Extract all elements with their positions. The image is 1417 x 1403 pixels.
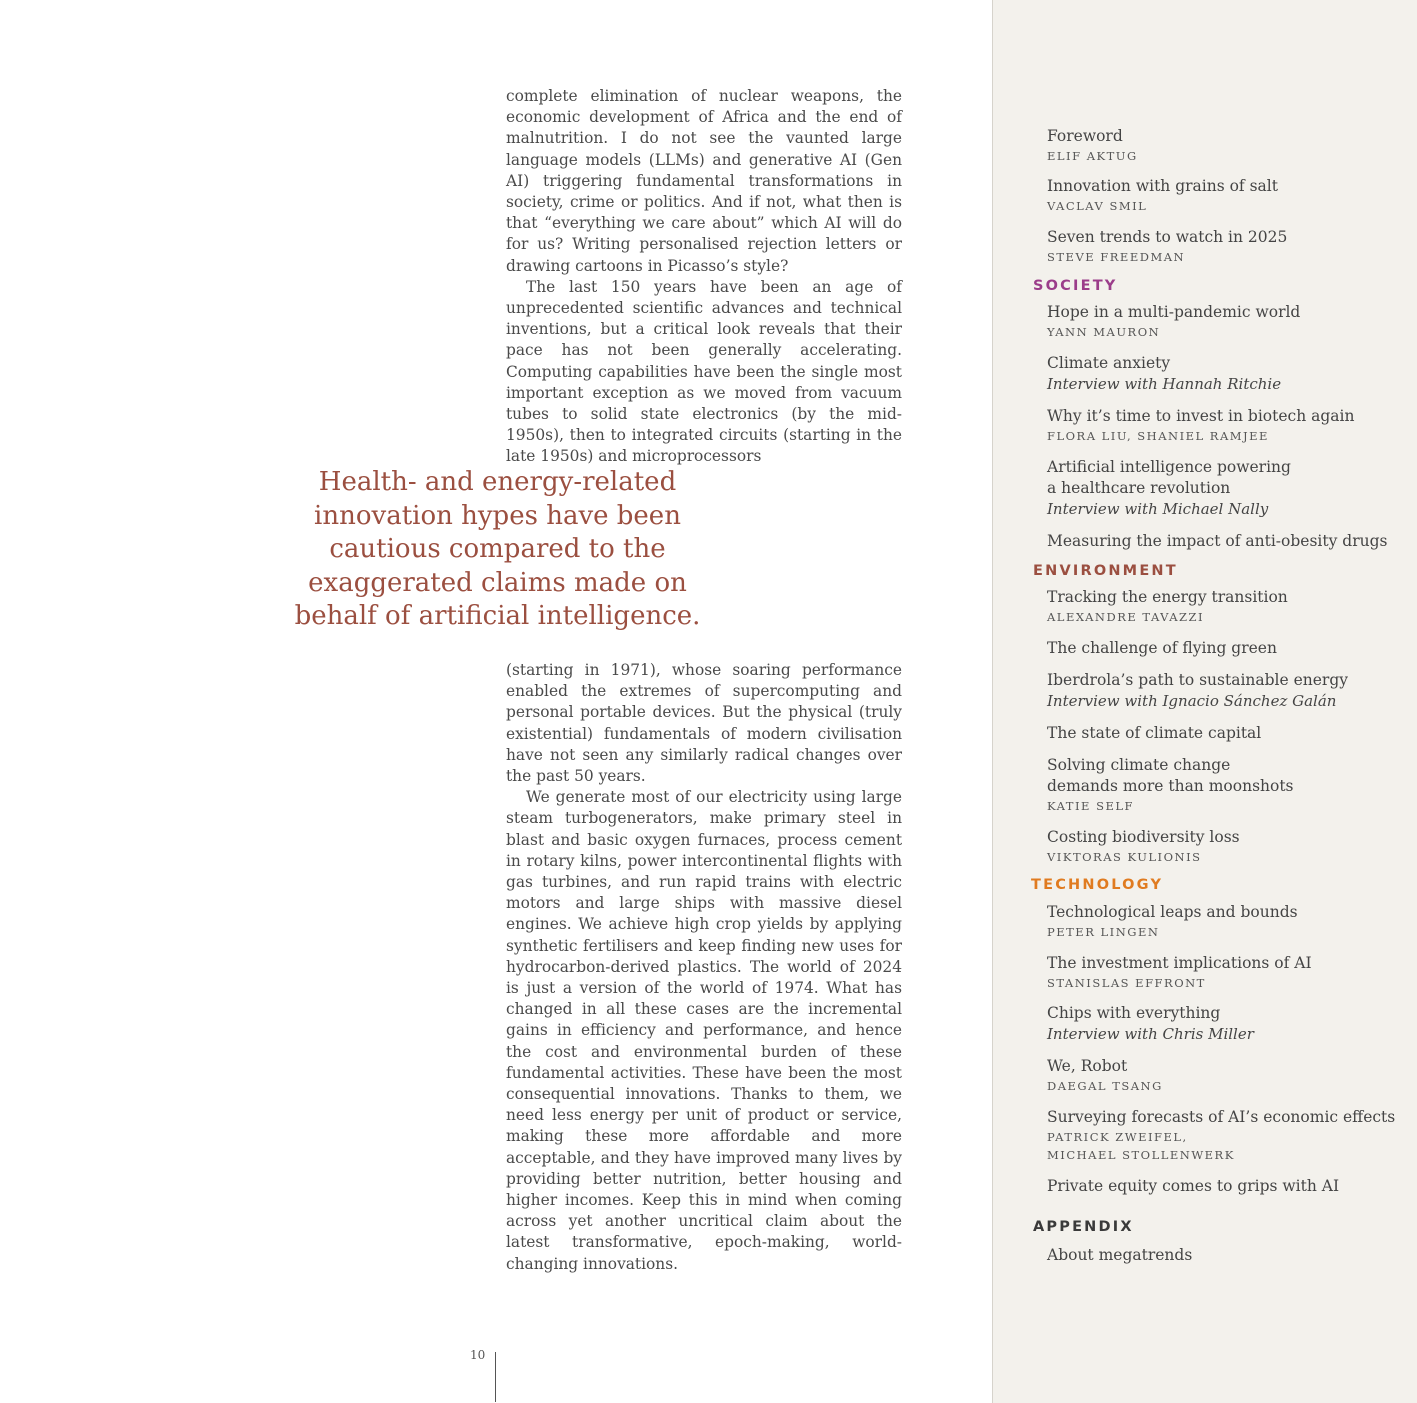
toc-entry-title-line2: demands more than moonshots: [1047, 777, 1294, 795]
toc-entry[interactable]: [1047, 302, 1407, 341]
toc-entry-title: Climate anxiety: [1047, 354, 1171, 372]
toc-entry-title: Artificial intelligence powering: [1047, 458, 1291, 476]
paragraph: (starting in 1971), whose soaring performance enabled the extremes of supercomputing and personal portable devices. But the physical (truly existential) fundamentals of modern civilisation have not seen any similarly radical changes over the past 50 years.: [506, 661, 902, 786]
toc-entry-title: The investment implications of AI: [1047, 954, 1312, 972]
toc-entry-interview: Interview with Hannah Ritchie: [1047, 375, 1282, 393]
toc-entry-title: About megatrends: [1047, 1246, 1193, 1264]
toc-entry-author-line2: MICHAEL STOLLENWERK: [1047, 1148, 1235, 1162]
toc-entry-title: Private equity comes to grips with AI: [1047, 1177, 1340, 1195]
page-number-rule: [495, 1352, 496, 1402]
toc-entry[interactable]: [1047, 670, 1407, 712]
toc-entry[interactable]: [1047, 638, 1407, 659]
toc-entry[interactable]: [1047, 227, 1407, 266]
toc-section-appendix: APPENDIX: [1033, 1219, 1134, 1235]
toc-entry-author: VACLAV SMIL: [1047, 199, 1148, 213]
toc-entry-title: We, Robot: [1047, 1057, 1128, 1075]
toc-entry-author: FLORA LIU, SHANIEL RAMJEE: [1047, 429, 1269, 443]
page-number: 10: [470, 1348, 486, 1362]
toc-entry-author: STANISLAS EFFRONT: [1047, 976, 1206, 990]
toc-entry-title: Surveying forecasts of AI’s economic effects: [1047, 1108, 1396, 1126]
toc-entry-title: Technological leaps and bounds: [1047, 903, 1298, 921]
toc-entry[interactable]: [1047, 531, 1407, 552]
paragraph: We generate most of our electricity using large steam turbogenerators, make primary steel in blast and basic oxygen furnaces, process cement in rotary kilns, power intercontinental flights with gas turbines, and run rapid trains with electric motors and large ships with massive diesel engines. We achieve high crop yields by applying synthetic fertilisers and keep finding new uses for hydrocarbon-derived plastics. The world of 2024 is just a version of the world of 1974. What has changed in all these cases are the incremental gains in efficiency and performance, and hence the cost and environmental burden of these fundamental activities. These have been the most consequential innovations. Thanks to them, we need less energy per unit of product or service, making these more affordable and more acceptable, and they have improved many lives by providing better nutrition, better housing and higher incomes. Keep this in mind when coming across yet another uncritical claim about the latest transformative, epoch-making, world-changing innovations.: [506, 788, 902, 1273]
toc-entry[interactable]: [1047, 587, 1407, 626]
toc-entry-title: Seven trends to watch in 2025: [1047, 228, 1288, 246]
toc-entry-interview: Interview with Michael Nally: [1047, 500, 1269, 518]
toc-entry-interview: Interview with Chris Miller: [1047, 1025, 1254, 1043]
paragraph: complete elimination of nuclear weapons, the economic development of Africa and the end of malnutrition. I do not see the vaunted large language models (LLMs) and generative AI (Gen AI) triggering fundamental transformations in society, crime or politics. And if not, what then is that “everything we care about” which AI will do for us? Writing personalised rejection letters or drawing cartoons in Picasso’s style?: [506, 87, 902, 275]
toc-entry-author: PATRICK ZWEIFEL,: [1047, 1130, 1188, 1144]
table-of-contents: [992, 0, 1417, 1403]
toc-entry[interactable]: [1047, 902, 1407, 941]
toc-entry-title: Solving climate change: [1047, 756, 1231, 774]
toc-entry-author: PETER LINGEN: [1047, 925, 1160, 939]
toc-entry[interactable]: [1047, 1176, 1407, 1197]
toc-entry-author: ALEXANDRE TAVAZZI: [1047, 610, 1205, 624]
toc-entry-title: Innovation with grains of salt: [1047, 177, 1278, 195]
toc-entry[interactable]: [1047, 1003, 1407, 1045]
article-text-bottom: [506, 660, 902, 1275]
toc-entry-title: Measuring the impact of anti-obesity drugs: [1047, 532, 1388, 550]
toc-entry-author: DAEGAL TSANG: [1047, 1079, 1163, 1093]
toc-entry[interactable]: [1047, 176, 1407, 215]
toc-entry-title: Iberdrola’s path to sustainable energy: [1047, 671, 1349, 689]
toc-section-environment: ENVIRONMENT: [1033, 563, 1178, 579]
toc-entry-title: The challenge of flying green: [1047, 639, 1277, 657]
toc-entry-title: Costing biodiversity loss: [1047, 828, 1240, 846]
toc-entry[interactable]: [1047, 1056, 1407, 1095]
toc-entry-title: Hope in a multi-pandemic world: [1047, 303, 1301, 321]
toc-entry-author: VIKTORAS KULIONIS: [1047, 850, 1202, 864]
toc-entry-title-line2: a healthcare revolution: [1047, 479, 1231, 497]
article-text-top: [506, 86, 902, 468]
toc-entry-author: KATIE SELF: [1047, 799, 1134, 813]
pull-quote: Health- and energy-related innovation hypes have been cautious compared to the exaggerated claims made on behalf of artificial intelligence.: [294, 467, 701, 631]
toc-entry-title: Tracking the energy transition: [1047, 588, 1288, 606]
toc-entry[interactable]: [1047, 457, 1407, 520]
toc-entry[interactable]: [1047, 126, 1407, 165]
toc-section-technology: TECHNOLOGY: [1031, 877, 1164, 893]
toc-entry-author: YANN MAURON: [1047, 325, 1161, 339]
toc-entry[interactable]: [1047, 953, 1407, 992]
toc-entry-author: STEVE FREEDMAN: [1047, 250, 1186, 264]
toc-entry[interactable]: [1047, 406, 1407, 445]
toc-entry-author: ELIF AKTUG: [1047, 149, 1138, 163]
toc-entry-title: Chips with everything: [1047, 1004, 1221, 1022]
toc-entry-interview: Interview with Ignacio Sánchez Galán: [1047, 692, 1337, 710]
toc-entry[interactable]: [1047, 827, 1407, 866]
toc-entry-title: Foreword: [1047, 127, 1123, 145]
toc-entry[interactable]: [1047, 1245, 1407, 1266]
toc-section-society: SOCIETY: [1033, 278, 1118, 294]
paragraph: The last 150 years have been an age of unprecedented scientific advances and technical inventions, but a critical look reveals that their pace has not been generally accelerating. Computing capabilities have been the single most important exception as we moved from vacuum tubes to solid state electronics (by the mid-1950s), then to integrated circuits (starting in the late 1950s) and microprocessors: [506, 277, 902, 466]
toc-entry[interactable]: [1047, 353, 1407, 395]
toc-entry[interactable]: [1047, 755, 1407, 815]
toc-entry-title: Why it’s time to invest in biotech again: [1047, 407, 1355, 425]
toc-entry[interactable]: [1047, 1107, 1407, 1164]
toc-entry[interactable]: [1047, 723, 1407, 744]
toc-entry-title: The state of climate capital: [1047, 724, 1262, 742]
